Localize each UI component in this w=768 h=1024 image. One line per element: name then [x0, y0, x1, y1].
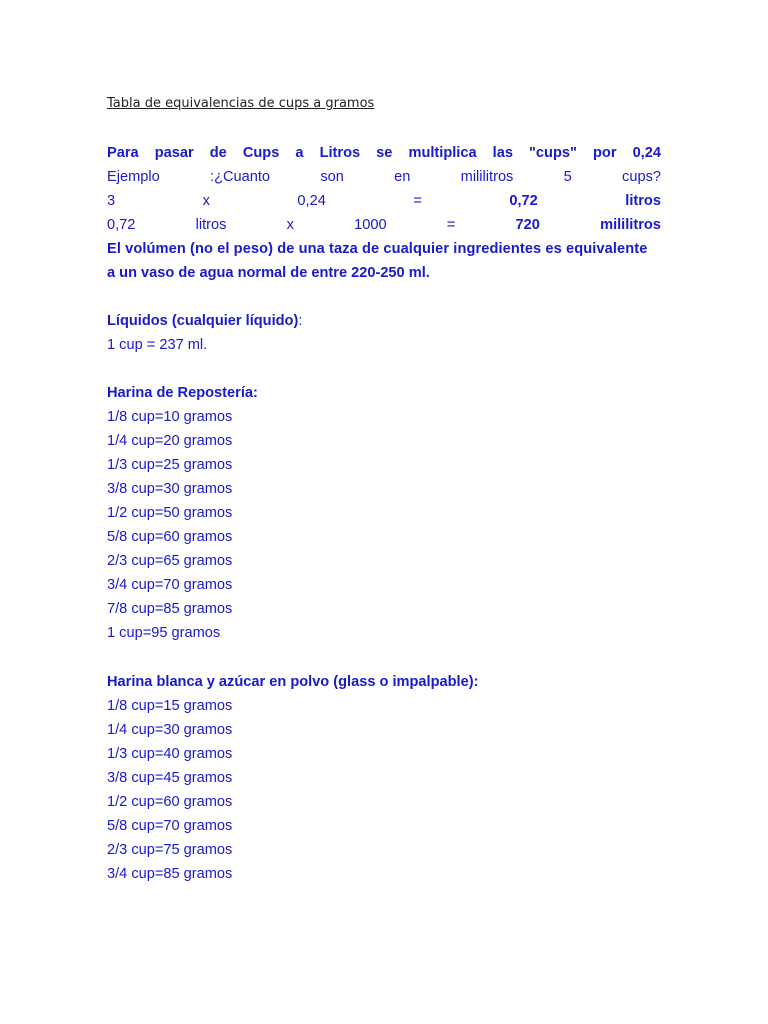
pastry-flour-heading: Harina de Repostería:	[107, 385, 258, 401]
rule-word: se	[376, 145, 393, 161]
list-item: 1/4 cup=30 gramos	[107, 722, 233, 738]
calc-result: 720	[515, 217, 540, 233]
calc-term: =	[413, 193, 422, 209]
list-item: 1/3 cup=40 gramos	[107, 746, 233, 762]
list-item: 3/4 cup=85 gramos	[107, 866, 233, 882]
volume-note-line-1: El volúmen (no el peso) de una taza de cualquier ingredientes es equivalente	[107, 241, 648, 257]
calc-term: 1000	[354, 217, 387, 233]
list-item: 1/8 cup=10 gramos	[107, 409, 233, 425]
rule-word: Litros	[319, 145, 361, 161]
list-item: 3/8 cup=45 gramos	[107, 770, 233, 786]
calculation-line-1	[107, 189, 661, 213]
calc-unit: litros	[625, 193, 661, 209]
rule-word: "cups"	[529, 145, 577, 161]
list-item: 1/8 cup=15 gramos	[107, 698, 233, 714]
rule-word: 0,24	[632, 145, 661, 161]
list-item: 5/8 cup=60 gramos	[107, 529, 233, 545]
document-title: Tabla de equivalencias de cups a gramos	[107, 96, 375, 111]
liquids-heading-colon: :	[298, 313, 303, 329]
list-item: 2/3 cup=75 gramos	[107, 842, 233, 858]
calc-term: 3	[107, 193, 116, 209]
list-item: 1 cup = 237 ml.	[107, 337, 208, 353]
calc-result: 0,72	[509, 193, 538, 209]
example-word: en	[394, 169, 411, 185]
list-item: 3/4 cup=70 gramos	[107, 577, 233, 593]
rule-word: las	[492, 145, 513, 161]
conversion-rule-line	[107, 141, 661, 165]
calc-unit: mililitros	[600, 217, 661, 233]
calc-term: 0,24	[297, 193, 326, 209]
rule-word: a	[295, 145, 304, 161]
calculation-line-2	[107, 213, 661, 237]
example-word: cups?	[622, 169, 661, 185]
volume-note-line-2: a un vaso de agua normal de entre 220-250 ml.	[107, 265, 430, 281]
calc-term: litros	[195, 217, 227, 233]
rule-word: por	[592, 145, 617, 161]
list-item: 2/3 cup=65 gramos	[107, 553, 233, 569]
calc-term: x	[286, 217, 294, 233]
list-item: 5/8 cup=70 gramos	[107, 818, 233, 834]
example-word: Ejemplo	[107, 169, 160, 185]
white-flour-heading: Harina blanca y azúcar en polvo (glass o impalpable):	[107, 674, 479, 690]
example-word: :¿Cuanto	[210, 169, 271, 185]
example-line	[107, 165, 661, 189]
rule-word: Cups	[242, 145, 280, 161]
example-word: mililitros	[460, 169, 514, 185]
liquids-heading-text: Líquidos (cualquier líquido)	[107, 313, 299, 329]
example-word: son	[320, 169, 344, 185]
rule-word: multiplica	[408, 145, 477, 161]
list-item: 1/4 cup=20 gramos	[107, 433, 233, 449]
rule-word: de	[209, 145, 227, 161]
rule-word: Para	[107, 145, 139, 161]
list-item: 1/2 cup=60 gramos	[107, 794, 233, 810]
list-item: 1 cup=95 gramos	[107, 625, 221, 641]
calc-term: =	[446, 217, 456, 233]
list-item: 1/3 cup=25 gramos	[107, 457, 233, 473]
rule-word: pasar	[154, 145, 194, 161]
list-item: 3/8 cup=30 gramos	[107, 481, 233, 497]
liquids-heading	[107, 309, 661, 333]
example-word: 5	[563, 169, 572, 185]
calc-term: 0,72	[107, 217, 136, 233]
calc-term: x	[202, 193, 210, 209]
list-item: 7/8 cup=85 gramos	[107, 601, 233, 617]
list-item: 1/2 cup=50 gramos	[107, 505, 233, 521]
